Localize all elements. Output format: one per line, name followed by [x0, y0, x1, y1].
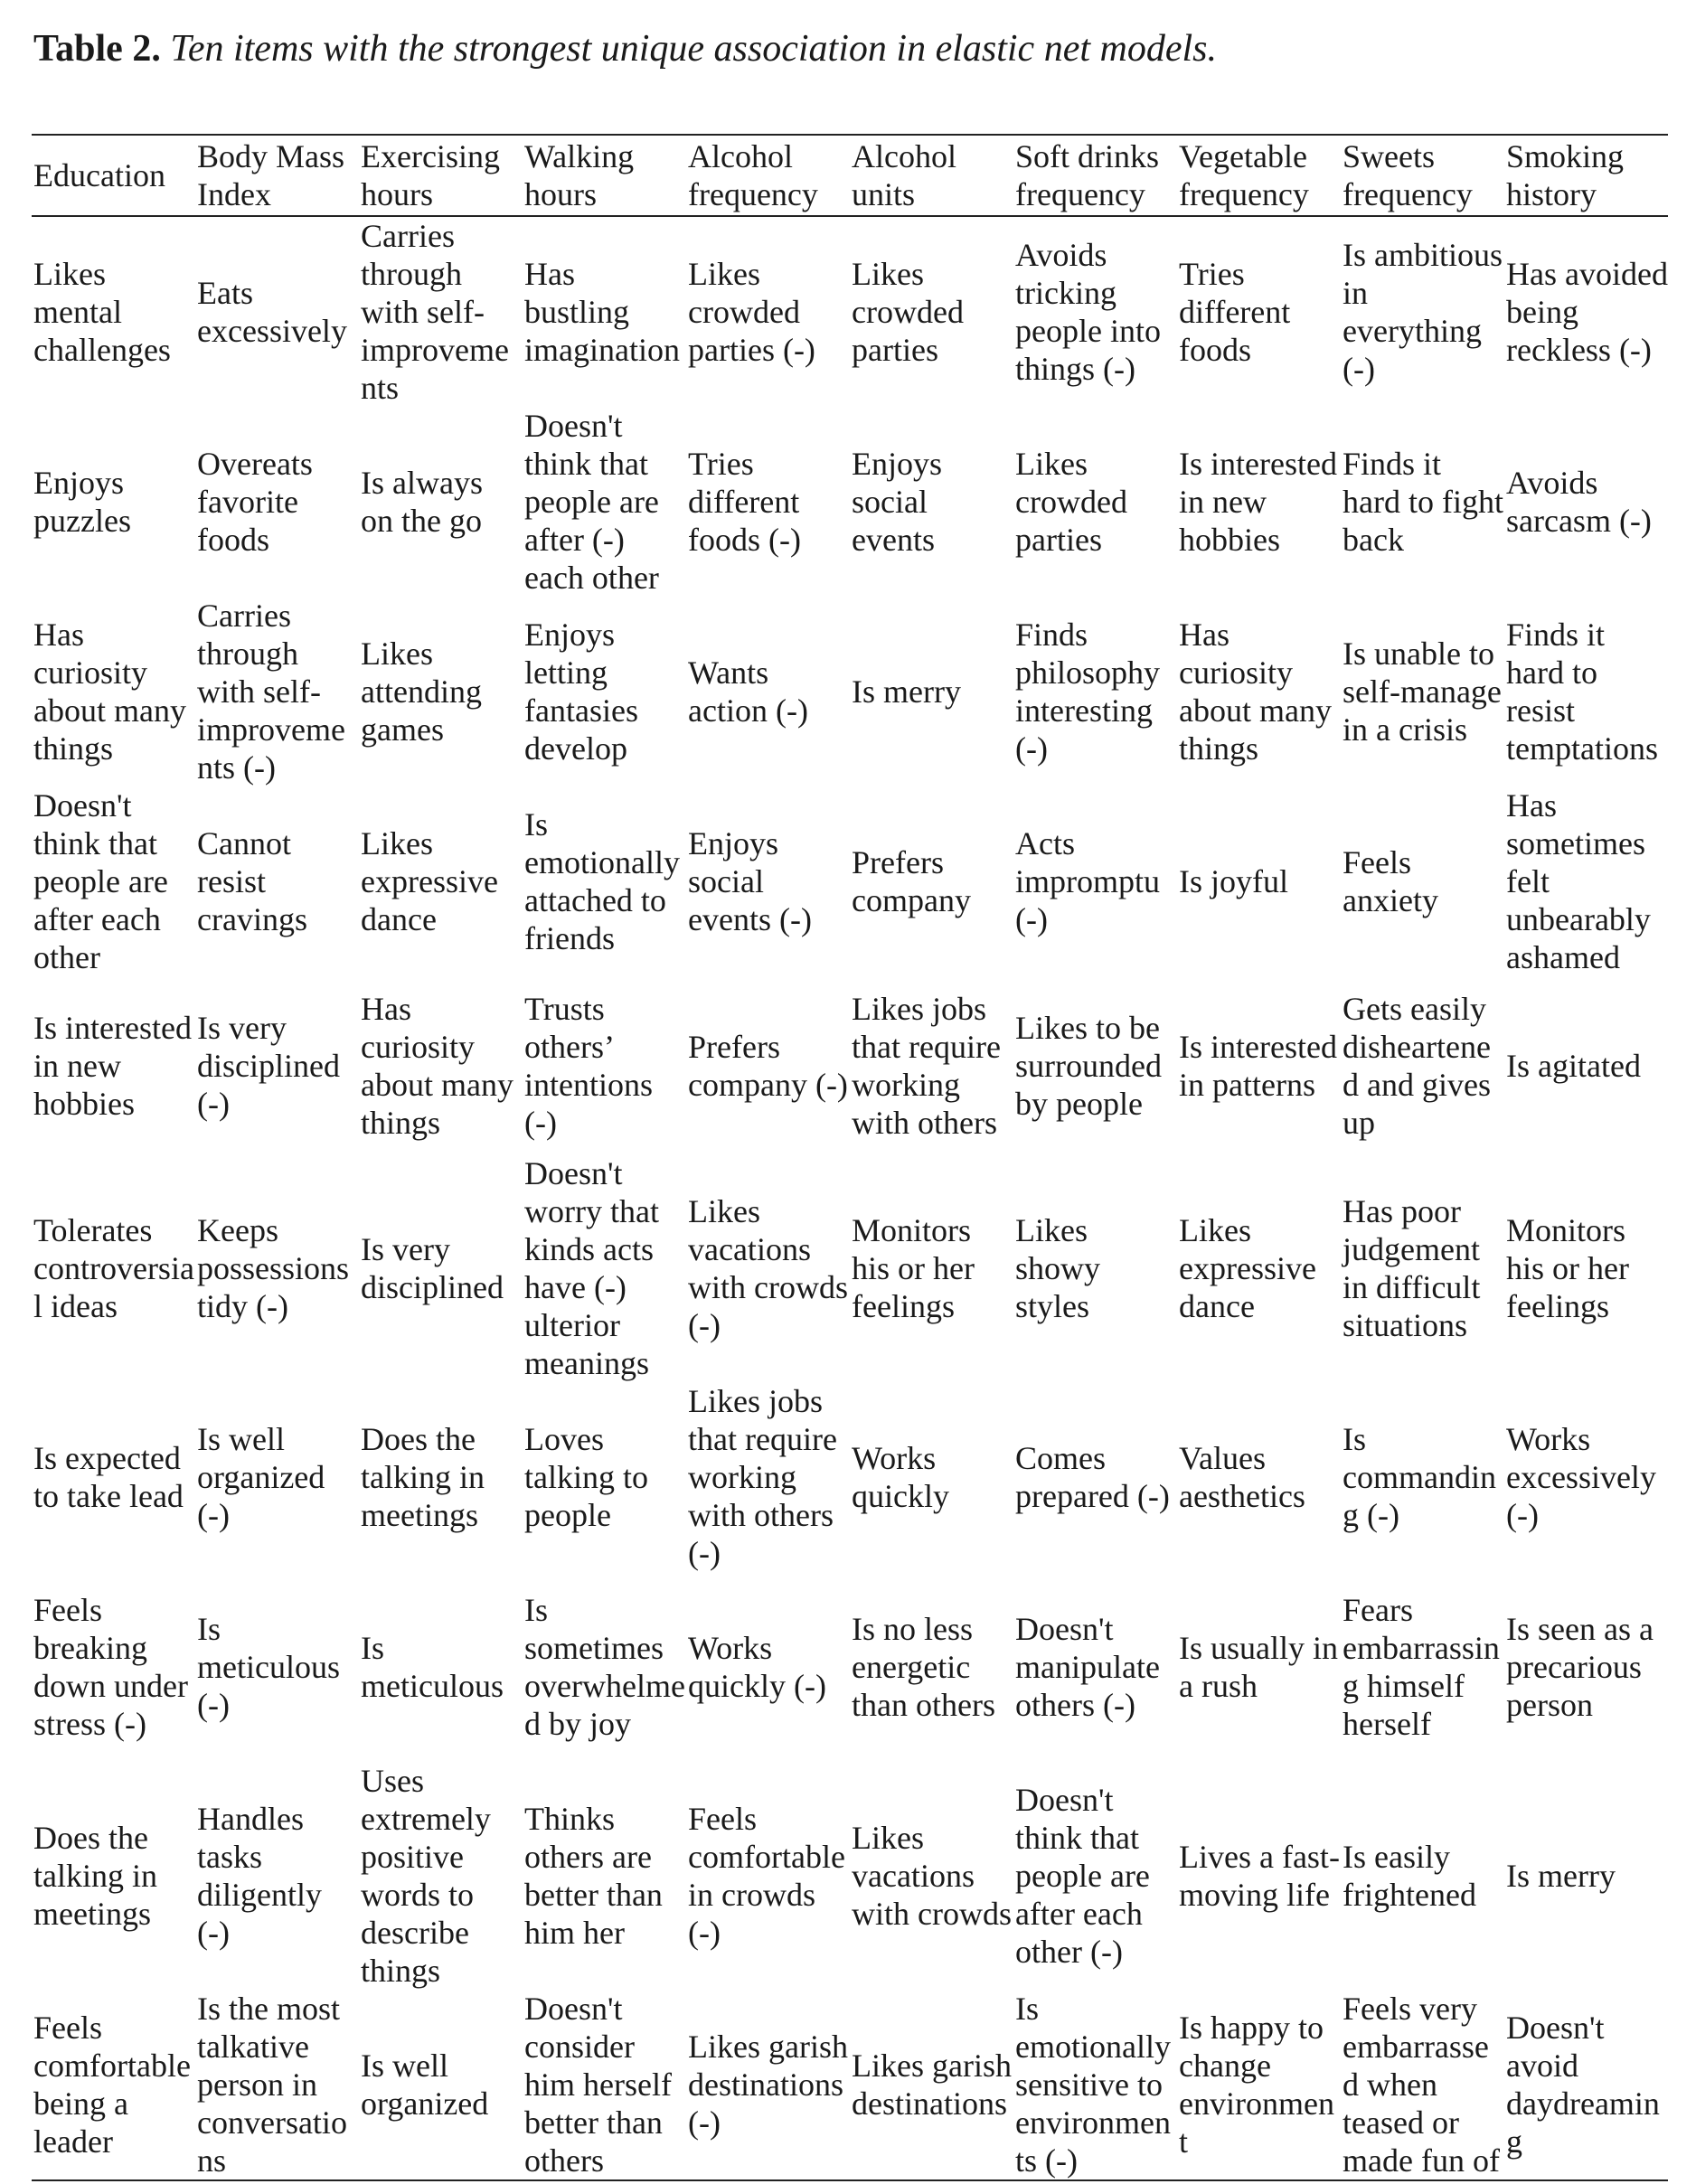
table-cell: Comes prepared (-): [1015, 1440, 1170, 1514]
table-cell: Likes vacations with crowds (-): [688, 1193, 848, 1343]
table-cell: Is well organized: [361, 2048, 489, 2122]
table-row: [32, 407, 1668, 597]
table-cell: Feels comfortable being a leader: [33, 2010, 191, 2160]
table-cell: Feels anxiety: [1343, 844, 1438, 918]
table-row: [32, 976, 1668, 1154]
table-cell: Is always on the go: [361, 465, 483, 539]
table-cell: Has sometimes felt unbearably ashamed: [1506, 787, 1651, 975]
table-cell: Is meticulous: [361, 1630, 504, 1704]
table-cell: Works excessively (-): [1506, 1421, 1656, 1533]
table-cell: Doesn't think that people are after each other (-): [1015, 1782, 1150, 1970]
table-caption-text: Ten items with the strongest unique association in elastic net models.: [170, 28, 1217, 70]
table-cell: Likes jobs that require working with others: [852, 990, 1001, 1141]
table-cell: Prefers company (-): [688, 1028, 848, 1103]
table-cell: Feels comfortable in crowds (-): [688, 1801, 845, 1951]
table-cell: Monitors his or her feelings: [1506, 1212, 1629, 1324]
table-cell: Likes mental challenges: [33, 256, 171, 368]
table-cell: Likes to be surrounded by people: [1015, 1009, 1162, 1122]
table-cell: Uses extremely positive words to describe things: [361, 1763, 491, 1989]
table-cell: Prefers company: [852, 844, 971, 918]
table-cell: Likes expressive dance: [361, 825, 498, 937]
table-cell: Does the talking in meetings: [33, 1820, 157, 1932]
table-cell: Finds it hard to resist temptations: [1506, 617, 1658, 767]
table-cell: Is unable to self-manage in a crisis: [1343, 635, 1502, 748]
table-row: [32, 597, 1668, 786]
table-cell: Doesn't manipulate others (-): [1015, 1611, 1160, 1723]
table-cell: Likes jobs that require working with others (-): [688, 1383, 837, 1571]
table-cell: Carries through with self-improvements (-): [197, 598, 345, 786]
table-cell: Doesn't consider him herself better than others: [524, 1991, 672, 2179]
table-cell: Is sometimes overwhelmed by joy: [524, 1592, 685, 1742]
table-cell: Is the most talkative person in conversations: [197, 1991, 347, 2179]
table-row: [32, 1154, 1668, 1382]
table-cell: Has bustling imagination: [524, 256, 680, 368]
table-cell: Carries through with self-improvements: [361, 218, 509, 406]
table-cell: Enjoys social events: [852, 446, 943, 558]
table-row: [32, 786, 1668, 976]
table-cell: Enjoys puzzles: [33, 465, 131, 539]
table-cell: Is emotionally attached to friends: [524, 806, 680, 956]
table-cell: Does the talking in meetings: [361, 1421, 485, 1533]
table-cell: Works quickly (-): [688, 1630, 826, 1704]
table-cell: Values aesthetics: [1179, 1440, 1305, 1514]
table-row: [32, 216, 1668, 407]
table-cell: Likes attending games: [361, 635, 482, 748]
table-body: [32, 216, 1668, 2180]
column-header: Walking hours: [524, 138, 635, 212]
table-cell: Gets easily disheartened and gives up: [1343, 990, 1491, 1141]
table-cell: Is interested in new hobbies: [33, 1009, 192, 1122]
table-cell: Works quickly: [852, 1440, 949, 1514]
table-cell: Is interested in new hobbies: [1179, 446, 1337, 558]
table-cell: Trusts others’ intentions (-): [524, 990, 653, 1141]
table-cell: Wants action (-): [688, 654, 808, 729]
table-cell: Is meticulous (-): [197, 1611, 340, 1723]
items-table: [32, 134, 1668, 2181]
table-cell: Is well organized (-): [197, 1421, 325, 1533]
table-cell: Is interested in patterns: [1179, 1028, 1337, 1103]
table-row: [32, 1762, 1668, 1990]
table-cell: Likes vacations with crowds: [852, 1820, 1012, 1932]
table-cell: Is merry: [1506, 1858, 1616, 1894]
table-cell: Enjoys letting fantasies develop: [524, 617, 638, 767]
table-cell: Is seen as a precarious person: [1506, 1611, 1654, 1723]
table-row: [32, 1382, 1668, 1572]
column-header: Alcohol units: [852, 138, 956, 212]
table-cell: Eats excessively: [197, 275, 347, 349]
table-caption-label: Table 2.: [33, 28, 161, 70]
table-cell: Avoids sarcasm (-): [1506, 465, 1652, 539]
table-cell: Tries different foods (-): [688, 446, 801, 558]
table-cell: Monitors his or her feelings: [852, 1212, 975, 1324]
table-cell: Likes showy styles: [1015, 1212, 1101, 1324]
table-cell: Thinks others are better than him her: [524, 1801, 663, 1951]
table-cell: Likes garish destinations: [852, 2048, 1012, 2122]
table-cell: Doesn't worry that kinds acts have (-) ulterior meanings: [524, 1155, 659, 1381]
table-cell: Is usually in a rush: [1179, 1630, 1338, 1704]
table-cell: Is ambitious in everything (-): [1343, 237, 1503, 387]
table-cell: Doesn't think that people are after (-) each other: [524, 408, 659, 596]
table-cell: Is joyful: [1179, 863, 1288, 899]
table-cell: Finds philosophy interesting (-): [1015, 617, 1161, 767]
table-cell: Likes garish destinations (-): [688, 2029, 848, 2141]
table-cell: Fears embarrassing himself herself: [1343, 1592, 1500, 1742]
table-cell: Lives a fast-moving life: [1179, 1839, 1340, 1913]
table-caption: [33, 25, 1217, 72]
table-cell: Doesn't avoid daydreaming: [1506, 2010, 1660, 2160]
table-cell: Has curiosity about many things: [1179, 617, 1332, 767]
table-cell: Avoids tricking people into things (-): [1015, 237, 1161, 387]
table-cell: Has avoided being reckless (-): [1506, 256, 1668, 368]
column-header: Education: [33, 157, 165, 193]
table-cell: Is expected to take lead: [33, 1440, 184, 1514]
column-header: Soft drinks frequency: [1015, 138, 1160, 212]
table-cell: Handles tasks diligently (-): [197, 1801, 322, 1951]
table-cell: Feels breaking down under stress (-): [33, 1592, 188, 1742]
table-cell: Is very disciplined: [361, 1231, 504, 1305]
table-cell: Keeps possessions tidy (-): [197, 1212, 350, 1324]
table-cell: Doesn't think that people are after each other: [33, 787, 168, 975]
table-cell: Is easily frightened: [1343, 1839, 1476, 1913]
table-cell: Tolerates controversial ideas: [33, 1212, 194, 1324]
table-cell: Has curiosity about many things: [361, 990, 514, 1141]
table-cell: Loves talking to people: [524, 1421, 648, 1533]
table-cell: Likes crowded parties: [1015, 446, 1127, 558]
column-header: Alcohol frequency: [688, 138, 818, 212]
table-cell: Is agitated: [1506, 1047, 1641, 1084]
table-cell: Enjoys social events (-): [688, 825, 812, 937]
table-cell: Is happy to change environment: [1179, 2010, 1334, 2160]
table-cell: Is emotionally sensitive to environments (-): [1015, 1991, 1171, 2179]
table-cell: Overeats favorite foods: [197, 446, 313, 558]
column-header: Body Mass Index: [197, 138, 345, 212]
table-cell: Finds it hard to fight back: [1343, 446, 1503, 558]
column-header: Sweets frequency: [1343, 138, 1473, 212]
table-cell: Is very disciplined (-): [197, 1009, 340, 1122]
table-cell: Cannot resist cravings: [197, 825, 307, 937]
column-header: Vegetable frequency: [1179, 138, 1309, 212]
table-cell: Has poor judgement in difficult situations: [1343, 1193, 1481, 1343]
table-header: [32, 135, 1668, 216]
table-row: [32, 1572, 1668, 1762]
table-cell: Tries different foods: [1179, 256, 1291, 368]
table-cell: Feels very embarrassed when teased or made fun of: [1343, 1991, 1500, 2179]
table-cell: Has curiosity about many things: [33, 617, 186, 767]
table-cell: Is commanding (-): [1343, 1421, 1496, 1533]
column-header: Smoking history: [1506, 138, 1625, 212]
table-cell: Likes crowded parties: [852, 256, 964, 368]
table-cell: Acts impromptu (-): [1015, 825, 1160, 937]
header-row: [32, 135, 1668, 216]
table-cell: Likes expressive dance: [1179, 1212, 1316, 1324]
table-cell: Is merry: [852, 673, 961, 710]
column-header: Exercising hours: [361, 138, 500, 212]
table-cell: Likes crowded parties (-): [688, 256, 815, 368]
table-row: [32, 1990, 1668, 2180]
table-cell: Is no less energetic than others: [852, 1611, 995, 1723]
